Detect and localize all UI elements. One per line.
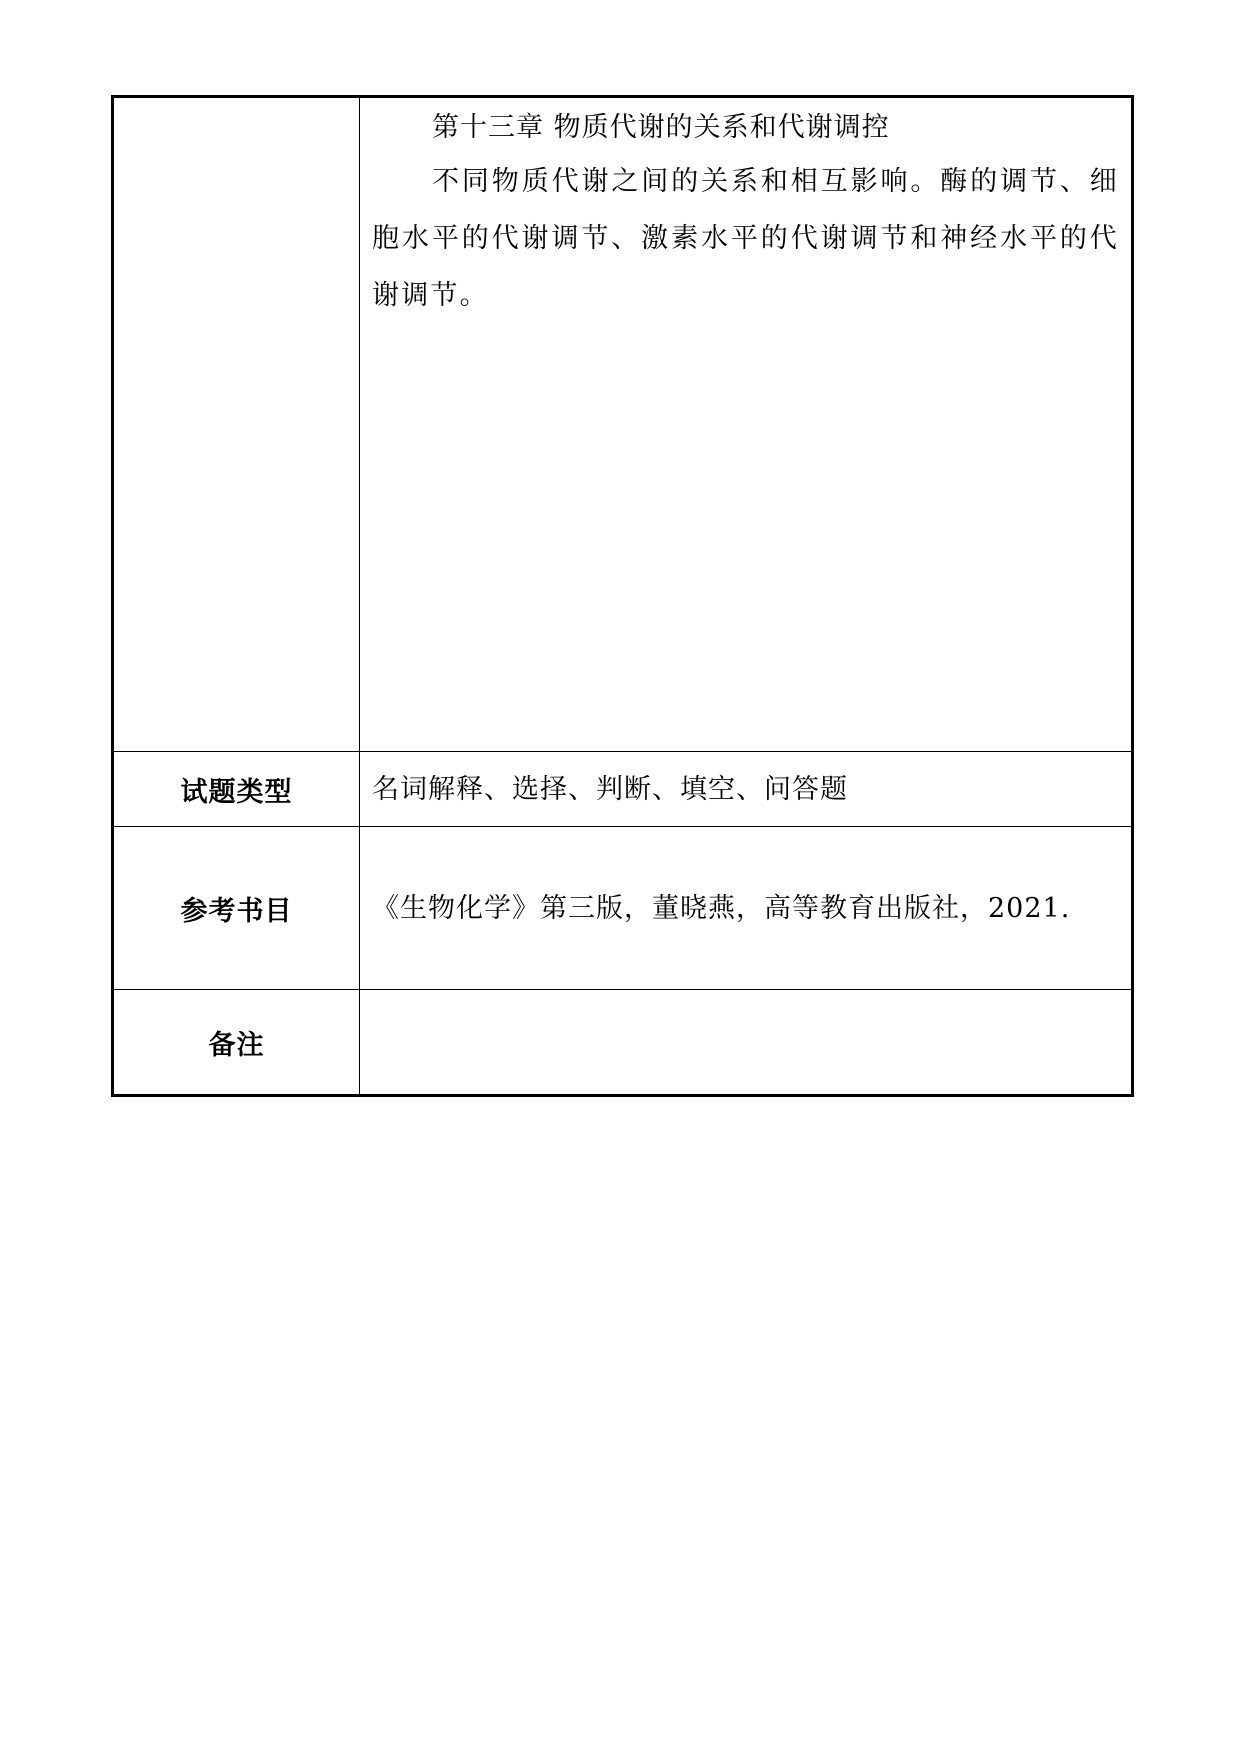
references-row [113,827,1133,990]
chapter-content-cell [360,97,1133,752]
chapter-row [113,97,1133,752]
notes-value [360,990,1133,1096]
notes-label: 备注 [113,990,360,1096]
references-label: 参考书目 [113,827,360,990]
chapter-title: 第十三章 物质代谢的关系和代谢调控 [432,112,890,143]
references-value: 《生物化学》第三版，董晓燕，高等教育出版社，2021. [360,827,1133,990]
syllabus-table [111,95,1134,1097]
chapter-description: 不同物质代谢之间的关系和相互影响。酶的调节、细胞水平的代谢调节、激素水平的代谢调节和神经水平的代谢调节。 [372,166,1119,311]
question-types-row [113,752,1133,827]
question-types-label: 试题类型 [113,752,360,827]
chapter-label-cell [113,97,360,752]
notes-row [113,990,1133,1096]
question-types-value: 名词解释、选择、判断、填空、问答题 [360,752,1133,827]
